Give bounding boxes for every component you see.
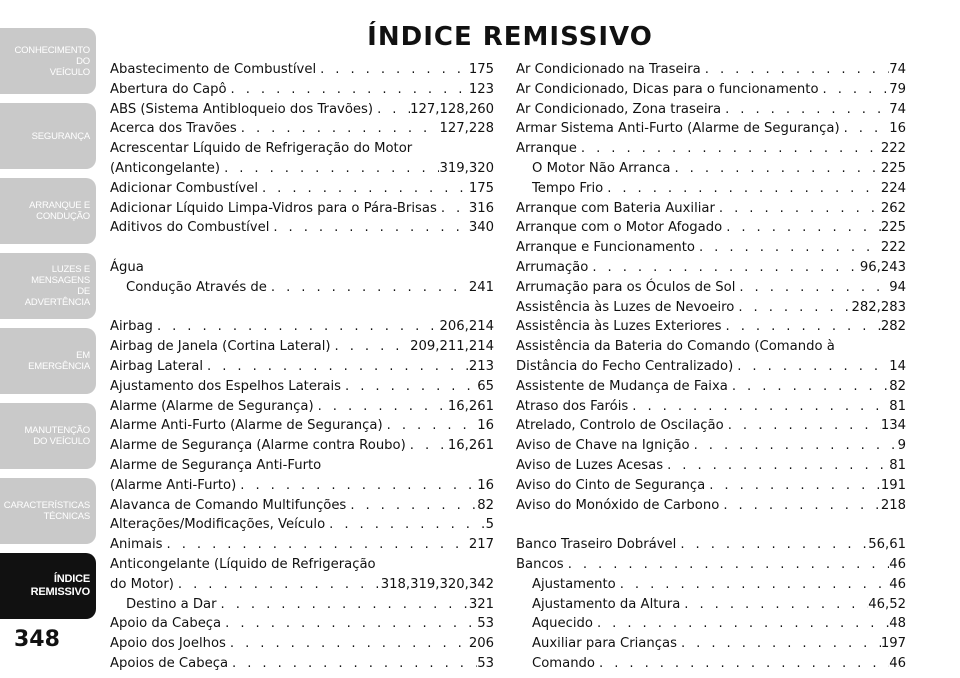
index-entry[interactable] xyxy=(516,199,906,219)
index-entry[interactable] xyxy=(110,199,494,219)
index-entry[interactable] xyxy=(516,119,906,139)
dot-leader xyxy=(724,416,881,436)
index-entry[interactable] xyxy=(110,357,494,377)
index-column-left xyxy=(110,60,494,674)
entry-page-numbers: 79 xyxy=(889,81,906,97)
entry-page-numbers: 134 xyxy=(880,418,906,434)
dot-leader xyxy=(228,654,477,674)
index-subentry[interactable] xyxy=(516,614,906,634)
entry-label: Ar Condicionado, Dicas para o funcionamento xyxy=(516,81,819,97)
page-title: ÍNDICE REMISSIVO xyxy=(367,22,653,52)
index-entry-heading: Acrescentar Líquido de Refrigeração do Motor xyxy=(110,141,413,157)
dot-leader xyxy=(341,377,477,397)
dot-leader xyxy=(715,199,881,219)
entry-page-numbers: 209,211,214 xyxy=(410,339,494,355)
index-subentry[interactable] xyxy=(516,595,906,615)
index-entry-heading: Alarme de Segurança Anti-Furto xyxy=(110,457,322,473)
index-entry[interactable] xyxy=(110,416,494,436)
dot-leader xyxy=(819,80,890,100)
dot-leader xyxy=(595,654,889,674)
entry-label: Alarme de Segurança (Alarme contra Roubo) xyxy=(110,438,406,454)
entry-page-numbers: 127,128,260 xyxy=(410,101,494,117)
entry-label: Tempo Frio xyxy=(532,180,604,196)
dot-leader xyxy=(227,80,469,100)
index-entry-heading: Água xyxy=(110,259,144,275)
entry-label: Distância do Fecho Centralizado) xyxy=(516,358,734,374)
entry-label: Apoios de Cabeça xyxy=(110,655,229,671)
entry-page-numbers: 217 xyxy=(468,537,494,553)
entry-label: Aviso do Monóxido de Carbono xyxy=(516,497,720,513)
entry-label: Alarme Anti-Furto (Alarme de Segurança) xyxy=(110,418,383,434)
dot-leader xyxy=(603,179,881,199)
dot-leader xyxy=(628,397,889,417)
index-entry[interactable] xyxy=(516,80,906,100)
entry-label: Animais xyxy=(110,537,163,553)
dot-leader xyxy=(226,634,469,654)
entry-page-numbers: 127,228 xyxy=(439,121,494,137)
entry-page-numbers: 340 xyxy=(468,220,494,236)
entry-label: Aditivos do Combustível xyxy=(110,220,270,236)
entry-label: Airbag xyxy=(110,319,153,335)
dot-leader xyxy=(588,258,860,278)
index-entry[interactable] xyxy=(110,377,494,397)
index-entry[interactable] xyxy=(110,179,494,199)
dot-leader xyxy=(680,595,868,615)
index-entry[interactable] xyxy=(516,139,906,159)
entry-page-numbers: 81 xyxy=(889,457,906,473)
index-entry-heading: Assistência da Bateria do Comando (Comando à xyxy=(516,339,835,355)
entry-label: Alterações/Modificações, Veículo xyxy=(110,517,326,533)
tab-indice-remissivo[interactable]: ÍNDICE REMISSIVO xyxy=(0,553,96,619)
index-entry[interactable] xyxy=(516,278,906,298)
dot-leader xyxy=(677,634,881,654)
dot-leader xyxy=(733,357,889,377)
entry-label: Aviso de Luzes Acesas xyxy=(516,457,664,473)
entry-label: do Motor) xyxy=(110,576,174,592)
index-entry[interactable] xyxy=(516,317,906,337)
index-column-right xyxy=(516,60,906,674)
entry-page-numbers: 5 xyxy=(485,517,494,533)
entry-page-numbers: 65 xyxy=(477,378,494,394)
entry-page-numbers: 94 xyxy=(889,279,906,295)
entry-label: Arrumação para os Óculos de Sol xyxy=(516,279,736,295)
dot-leader xyxy=(406,436,448,456)
index-subentry[interactable] xyxy=(110,278,494,298)
entry-label: Auxiliar para Crianças xyxy=(532,636,677,652)
entry-page-numbers: 197 xyxy=(880,636,906,652)
entry-label: Aviso de Chave na Ignição xyxy=(516,438,690,454)
entry-page-numbers: 96,243 xyxy=(859,259,906,275)
entry-label: Arranque xyxy=(516,141,577,157)
tab-em-emergencia[interactable]: EM EMERGÊNCIA xyxy=(0,328,96,394)
entry-label: Alarme (Alarme de Segurança) xyxy=(110,398,314,414)
index-entry[interactable] xyxy=(516,555,906,575)
entry-label: Assistência às Luzes de Nevoeiro xyxy=(516,299,735,315)
index-subentry[interactable] xyxy=(516,575,906,595)
index-entry[interactable] xyxy=(516,416,906,436)
entry-page-numbers: 175 xyxy=(468,180,494,196)
entry-label: Comando xyxy=(532,655,596,671)
entry-page-numbers: 74 xyxy=(889,62,906,77)
entry-label: Aviso do Cinto de Segurança xyxy=(516,477,706,493)
dot-leader xyxy=(331,337,411,357)
dot-leader xyxy=(383,416,478,436)
dot-leader xyxy=(373,100,410,120)
dot-leader xyxy=(221,614,477,634)
entry-page-numbers: 16 xyxy=(477,418,494,434)
index-entry[interactable] xyxy=(516,377,906,397)
dot-leader xyxy=(670,159,880,179)
entry-label: Airbag Lateral xyxy=(110,358,204,374)
entry-label: Arrumação xyxy=(516,259,589,275)
entry-page-numbers: 222 xyxy=(880,141,906,157)
entry-page-numbers: 46 xyxy=(889,576,906,592)
entry-label: Arranque com o Motor Afogado xyxy=(516,220,723,236)
index-subentry[interactable] xyxy=(110,595,494,615)
entry-label: Arranque e Funcionamento xyxy=(516,240,695,256)
dot-leader xyxy=(163,535,469,555)
dot-leader xyxy=(676,535,868,555)
dot-leader xyxy=(316,60,469,80)
spacer xyxy=(110,298,494,318)
dot-leader xyxy=(722,317,881,337)
entry-label: Ajustamento da Altura xyxy=(532,596,681,612)
entry-page-numbers: 225 xyxy=(880,220,906,236)
dot-leader xyxy=(220,159,439,179)
entry-label: Atraso dos Faróis xyxy=(516,398,629,414)
entry-page-numbers: 225 xyxy=(880,160,906,176)
dot-leader xyxy=(217,595,469,615)
entry-label: Adicionar Combustível xyxy=(110,180,258,196)
dot-leader xyxy=(840,119,890,139)
entry-label: Atrelado, Controlo de Oscilação xyxy=(516,418,724,434)
tab-seguranca[interactable]: SEGURANÇA xyxy=(0,103,96,169)
entry-page-numbers: 16,261 xyxy=(447,438,494,454)
index-entry[interactable] xyxy=(516,357,906,377)
index-entry[interactable] xyxy=(516,258,906,278)
entry-label: Abertura do Capô xyxy=(110,81,227,97)
index-subentry[interactable] xyxy=(516,654,906,674)
index-entry[interactable] xyxy=(516,60,906,80)
dot-leader xyxy=(314,397,448,417)
index-entry[interactable] xyxy=(110,654,494,674)
index-entry[interactable] xyxy=(110,119,494,139)
index-entry[interactable] xyxy=(110,634,494,654)
entry-page-numbers: 46,52 xyxy=(868,596,906,612)
index-entry[interactable] xyxy=(516,100,906,120)
tab-caracteristicas-tecnicas[interactable]: CARACTERÍSTICAS TÉCNICAS xyxy=(0,478,96,544)
index-entry-heading: Anticongelante (Líquido de Refrigeração xyxy=(110,556,376,572)
index-entry[interactable] xyxy=(516,476,906,496)
entry-label: O Motor Não Arranca xyxy=(532,160,671,176)
entry-page-numbers: 16 xyxy=(477,477,494,493)
dot-leader xyxy=(174,575,381,595)
dot-leader xyxy=(346,496,477,516)
entry-page-numbers: 191 xyxy=(880,477,906,493)
entry-label: Condução Através de xyxy=(126,279,267,295)
index-entry[interactable] xyxy=(110,337,494,357)
entry-page-numbers: 282,283 xyxy=(851,299,906,315)
entry-page-numbers: 241 xyxy=(468,279,494,295)
index-entry[interactable] xyxy=(110,317,494,337)
index-entry[interactable] xyxy=(516,496,906,516)
entry-label: Ajustamento dos Espelhos Laterais xyxy=(110,378,342,394)
entry-page-numbers: 321 xyxy=(468,596,494,612)
entry-label: Adicionar Líquido Limpa-Vidros para o Pára-Brisas xyxy=(110,200,437,216)
index-entry[interactable] xyxy=(110,515,494,535)
index-entry[interactable] xyxy=(110,575,494,595)
entry-page-numbers: 14 xyxy=(889,358,906,374)
index-entry[interactable] xyxy=(110,60,494,80)
entry-page-numbers: 316 xyxy=(468,200,494,216)
entry-page-numbers: 53 xyxy=(477,616,494,632)
entry-label: Abastecimento de Combustível xyxy=(110,62,317,77)
dot-leader xyxy=(722,218,881,238)
entry-page-numbers: 46 xyxy=(889,556,906,572)
dot-leader xyxy=(735,278,889,298)
index-entry[interactable] xyxy=(110,159,494,179)
index-entry[interactable] xyxy=(516,535,906,555)
index-entry[interactable] xyxy=(516,218,906,238)
entry-label: Apoio da Cabeça xyxy=(110,616,222,632)
tab-manutencao-do-veiculo[interactable]: MANUTENÇÃO DO VEÍCULO xyxy=(0,403,96,469)
entry-page-numbers: 123 xyxy=(468,81,494,97)
dot-leader xyxy=(325,515,485,535)
spacer xyxy=(110,238,494,258)
dot-leader xyxy=(564,555,890,575)
index-entry[interactable] xyxy=(516,436,906,456)
dot-leader xyxy=(258,179,469,199)
entry-page-numbers: 81 xyxy=(889,398,906,414)
dot-leader xyxy=(719,496,881,516)
entry-page-numbers: 218 xyxy=(880,497,906,513)
entry-page-numbers: 82 xyxy=(889,378,906,394)
tab-conhecimento-do-veiculo[interactable]: CONHECIMENTO DO VEÍCULO xyxy=(0,28,96,94)
page-number: 348 xyxy=(14,627,60,652)
entry-label: Ar Condicionado na Traseira xyxy=(516,62,701,77)
entry-page-numbers: 9 xyxy=(897,438,906,454)
entry-label: Ar Condicionado, Zona traseira xyxy=(516,101,722,117)
entry-page-numbers: 16,261 xyxy=(447,398,494,414)
entry-page-numbers: 48 xyxy=(889,616,906,632)
entry-label: Aquecido xyxy=(532,616,593,632)
entry-page-numbers: 206 xyxy=(468,636,494,652)
dot-leader xyxy=(267,278,469,298)
entry-label: Armar Sistema Anti-Furto (Alarme de Segurança) xyxy=(516,121,840,137)
dot-leader xyxy=(728,377,889,397)
tab-arranque-e-conducao[interactable]: ARRANQUE E CONDUÇÃO xyxy=(0,178,96,244)
entry-page-numbers: 319,320 xyxy=(439,160,494,176)
entry-label: Assistente de Mudança de Faixa xyxy=(516,378,728,394)
index-entry[interactable] xyxy=(110,218,494,238)
dot-leader xyxy=(663,456,889,476)
dot-leader xyxy=(721,100,889,120)
dot-leader xyxy=(203,357,469,377)
index-entry[interactable] xyxy=(110,436,494,456)
dot-leader xyxy=(695,238,881,258)
entry-page-numbers: 222 xyxy=(880,240,906,256)
entry-label: (Anticongelante) xyxy=(110,160,221,176)
entry-label: Alavanca de Comando Multifunções xyxy=(110,497,347,513)
entry-page-numbers: 213 xyxy=(468,358,494,374)
entry-label: Acerca dos Travões xyxy=(110,121,237,137)
index-entry[interactable] xyxy=(110,535,494,555)
entry-page-numbers: 262 xyxy=(880,200,906,216)
dot-leader xyxy=(616,575,889,595)
index-entry[interactable] xyxy=(110,614,494,634)
entry-label: (Alarme Anti-Furto) xyxy=(110,477,237,493)
dot-leader xyxy=(690,436,898,456)
entry-label: Arranque com Bateria Auxiliar xyxy=(516,200,715,216)
dot-leader xyxy=(236,476,477,496)
index-entry[interactable] xyxy=(516,397,906,417)
dot-leader xyxy=(701,60,889,80)
entry-page-numbers: 282 xyxy=(880,319,906,335)
index-entry[interactable] xyxy=(110,476,494,496)
dot-leader xyxy=(577,139,881,159)
chapter-tabs xyxy=(0,28,100,628)
index-entry[interactable] xyxy=(110,100,494,120)
entry-page-numbers: 206,214 xyxy=(439,319,494,335)
index-entry[interactable] xyxy=(516,456,906,476)
dot-leader xyxy=(153,317,440,337)
entry-label: Banco Traseiro Dobrável xyxy=(516,537,677,553)
dot-leader xyxy=(269,218,468,238)
index-subentry[interactable] xyxy=(516,634,906,654)
tab-luzes-e-mensagens[interactable]: LUZES E MENSAGENS DE ADVERTÊNCIA xyxy=(0,253,96,319)
dot-leader xyxy=(705,476,881,496)
entry-page-numbers: 318,319,320,342 xyxy=(380,576,494,592)
index-entry[interactable] xyxy=(516,238,906,258)
entry-label: Assistência às Luzes Exteriores xyxy=(516,319,722,335)
spacer xyxy=(516,515,906,535)
entry-label: Ajustamento xyxy=(532,576,616,592)
index-entry[interactable] xyxy=(110,80,494,100)
index-entry[interactable] xyxy=(516,298,906,318)
dot-leader xyxy=(437,199,469,219)
entry-page-numbers: 56,61 xyxy=(868,537,906,553)
entry-page-numbers: 46 xyxy=(889,655,906,671)
index-subentry[interactable] xyxy=(516,159,906,179)
entry-page-numbers: 53 xyxy=(477,655,494,671)
entry-label: ABS (Sistema Antibloqueio dos Travões) xyxy=(110,101,374,117)
entry-page-numbers: 224 xyxy=(880,180,906,196)
entry-page-numbers: 74 xyxy=(889,101,906,117)
entry-label: Apoio dos Joelhos xyxy=(110,636,226,652)
index-entry[interactable] xyxy=(110,496,494,516)
entry-label: Destino a Dar xyxy=(126,596,217,612)
index-entry[interactable] xyxy=(110,397,494,417)
dot-leader xyxy=(593,614,889,634)
entry-page-numbers: 82 xyxy=(477,497,494,513)
index-subentry[interactable] xyxy=(516,179,906,199)
entry-label: Bancos xyxy=(516,556,564,572)
dot-leader xyxy=(734,298,851,318)
entry-page-numbers: 175 xyxy=(468,62,494,77)
entry-page-numbers: 16 xyxy=(889,121,906,137)
dot-leader xyxy=(237,119,440,139)
entry-label: Airbag de Janela (Cortina Lateral) xyxy=(110,339,331,355)
